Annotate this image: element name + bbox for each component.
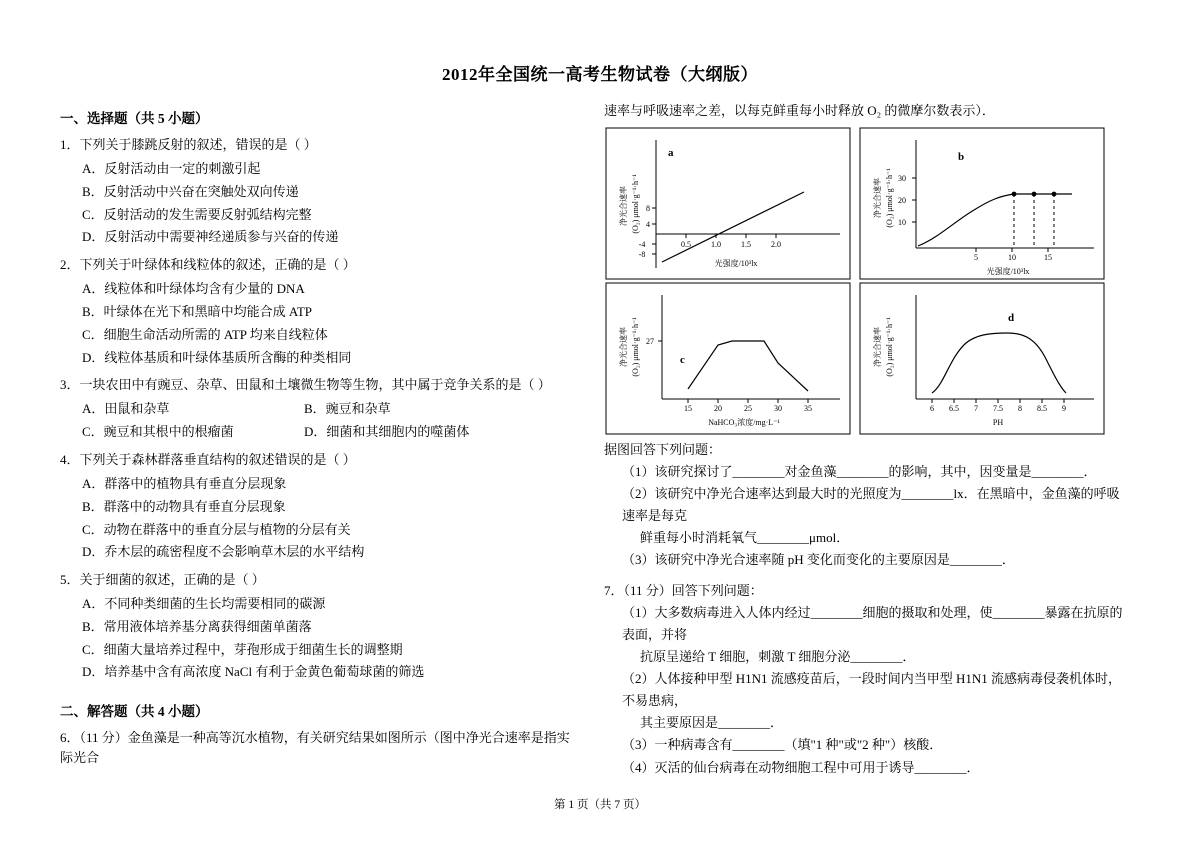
svg-text:7: 7 xyxy=(974,403,978,413)
option-d: D．细菌和其细胞内的噬菌体 xyxy=(304,424,470,440)
question-6-stem-part2: 速率与呼吸速率之差，以每克鲜重每小时释放 O₂ 的微摩尔数表示）． xyxy=(604,103,995,118)
left-column xyxy=(60,97,580,779)
svg-text:10: 10 xyxy=(898,217,906,227)
chart-panel-a xyxy=(604,126,852,281)
option-b: B．群落中的动物具有垂直分层现象 xyxy=(82,498,286,514)
question-4 xyxy=(60,450,580,564)
option-list xyxy=(60,593,580,684)
svg-text:7.5: 7.5 xyxy=(993,403,1003,413)
option-c: C．反射活动的发生需要反射弧结构完整 xyxy=(82,206,312,222)
option-a: A．田鼠和杂草 xyxy=(82,401,170,417)
svg-text:5: 5 xyxy=(974,252,978,262)
svg-text:净光合速率: 净光合速率 xyxy=(873,177,882,218)
question-7-item-1-cont: 抗原呈递给 T 细胞，刺激 T 细胞分泌________． xyxy=(640,649,916,665)
option-d: D．乔木层的疏密程度不会影响草木层的水平结构 xyxy=(82,544,365,560)
option-list xyxy=(60,158,580,249)
svg-text:30: 30 xyxy=(898,173,906,183)
option-c: C．动物在群落中的垂直分层与植物的分层有关 xyxy=(82,521,351,537)
svg-text:-4: -4 xyxy=(638,239,646,249)
option-a: A．反射活动由一定的刺激引起 xyxy=(82,161,261,177)
svg-text:15: 15 xyxy=(1044,252,1052,262)
two-column-layout xyxy=(60,97,1140,779)
question-1 xyxy=(60,135,580,249)
question-7-item-3: （3）一种病毒含有________（填"1 种"或"2 种"）核酸． xyxy=(622,737,943,753)
question-stem: 2．下列关于叶绿体和线粒体的叙述，正确的是（ ） xyxy=(60,257,356,273)
svg-text:2.0: 2.0 xyxy=(771,239,781,249)
svg-text:8: 8 xyxy=(646,203,650,213)
option-d: D．反射活动中需要神经递质参与兴奋的传递 xyxy=(82,229,339,245)
svg-text:c: c xyxy=(680,353,685,366)
option-d: D．培养基中含有高浓度 NaCl 有利于金黄色葡萄球菌的筛选 xyxy=(82,664,425,680)
option-b: B．叶绿体在光下和黑暗中均能合成 ATP xyxy=(82,304,313,320)
figure-group xyxy=(604,126,1124,436)
svg-text:20: 20 xyxy=(898,195,906,205)
option-row xyxy=(60,421,580,444)
svg-text:1.5: 1.5 xyxy=(741,239,751,249)
page-title: 2012年全国统一高考生物试卷（大纲版） xyxy=(442,65,758,84)
chart-panel-b xyxy=(858,126,1106,281)
question-6-prompt: 据图回答下列问题： xyxy=(604,441,722,457)
question-6-item-1: （1）该研究探讨了________对金鱼藻________的影响，其中，因变量是________． xyxy=(622,463,1097,479)
svg-text:PH: PH xyxy=(992,417,1004,427)
svg-text:25: 25 xyxy=(744,403,752,413)
option-list xyxy=(60,473,580,564)
svg-text:d: d xyxy=(1008,311,1015,324)
svg-text:净光合速率: 净光合速率 xyxy=(619,326,628,367)
svg-text:(O₂) μmol·g⁻¹·h⁻¹: (O₂) μmol·g⁻¹·h⁻¹ xyxy=(885,317,894,377)
question-6-stem-part1: 6．（11 分）金鱼藻是一种高等沉水植物，有关研究结果如图所示（图中净光合速率是指实际光合 xyxy=(60,730,570,766)
svg-text:30: 30 xyxy=(774,403,782,413)
question-2 xyxy=(60,255,580,369)
figure-row-bottom xyxy=(604,281,1124,436)
svg-text:光强度/10³lx: 光强度/10³lx xyxy=(986,266,1030,276)
svg-text:-8: -8 xyxy=(638,249,646,259)
answer-section-heading: 二、解答题（共 4 小题） xyxy=(60,704,209,720)
question-7-item-4: （4）灭活的仙台病毒在动物细胞工程中可用于诱导________． xyxy=(622,759,980,775)
question-stem: 4．下列关于森林群落垂直结构的叙述错误的是（ ） xyxy=(60,451,356,467)
option-c: C．细胞生命活动所需的 ATP 均来自线粒体 xyxy=(82,326,328,342)
svg-text:6.5: 6.5 xyxy=(949,403,959,413)
svg-text:NaHCO₃浓度/mg·L⁻¹: NaHCO₃浓度/mg·L⁻¹ xyxy=(708,417,780,427)
chart-panel-d xyxy=(858,281,1106,436)
option-b: B．反射活动中兴奋在突触处双向传递 xyxy=(82,183,299,199)
question-stem: 1．下列关于膝跳反射的叙述，错误的是（ ） xyxy=(60,137,317,152)
svg-text:(O₂) μmol·g⁻¹·h⁻¹: (O₂) μmol·g⁻¹·h⁻¹ xyxy=(631,174,640,234)
option-b: B．豌豆和杂草 xyxy=(304,401,391,417)
figure-row-top xyxy=(604,126,1124,281)
option-row xyxy=(60,398,580,421)
svg-text:10: 10 xyxy=(1008,252,1016,262)
question-7-item-2: （2）人体接种甲型 H1N1 流感疫苗后，一段时间内当甲型 H1N1 流感病毒侵袭机体时，不易患病， xyxy=(622,671,1122,709)
svg-text:b: b xyxy=(958,150,965,163)
question-5 xyxy=(60,570,580,684)
svg-text:8.5: 8.5 xyxy=(1037,403,1047,413)
svg-text:净光合速率: 净光合速率 xyxy=(873,326,882,367)
svg-text:a: a xyxy=(668,146,674,159)
option-a: A．线粒体和叶绿体均含有少量的 DNA xyxy=(82,281,305,297)
svg-text:27: 27 xyxy=(646,336,654,346)
question-7-item-2-cont: 其主要原因是________． xyxy=(640,715,784,731)
svg-text:35: 35 xyxy=(804,403,812,413)
svg-text:净光合速率: 净光合速率 xyxy=(619,185,628,226)
question-3 xyxy=(60,375,580,444)
option-d: D．线粒体基质和叶绿体基质所含酶的种类相同 xyxy=(82,349,352,365)
option-b: B．常用液体培养基分离获得细菌单菌落 xyxy=(82,618,312,634)
option-list xyxy=(60,278,580,369)
option-c: C．细菌大量培养过程中，芽孢形成于细菌生长的调整期 xyxy=(82,641,403,657)
svg-text:光强度/10³lx: 光强度/10³lx xyxy=(714,258,758,268)
choice-section-heading: 一、选择题（共 5 小题） xyxy=(60,111,209,126)
svg-text:4: 4 xyxy=(646,219,650,229)
question-6-item-3: （3）该研究中净光合速率随 pH 变化而变化的主要原因是________． xyxy=(622,551,1015,567)
option-list xyxy=(60,398,580,444)
svg-text:20: 20 xyxy=(714,403,722,413)
svg-text:9: 9 xyxy=(1062,403,1066,413)
svg-text:8: 8 xyxy=(1018,403,1022,413)
svg-text:1.0: 1.0 xyxy=(711,239,721,249)
option-a: A．不同种类细菌的生长均需要相同的碳源 xyxy=(82,596,326,612)
chart-panel-c xyxy=(604,281,852,436)
right-column xyxy=(604,97,1124,779)
option-c: C．豌豆和其根中的根瘤菌 xyxy=(82,424,234,440)
svg-text:0.5: 0.5 xyxy=(681,239,691,249)
svg-text:(O₂) μmol·g⁻¹·h⁻¹: (O₂) μmol·g⁻¹·h⁻¹ xyxy=(885,168,894,228)
svg-text:(O₂) μmol·g⁻¹·h⁻¹: (O₂) μmol·g⁻¹·h⁻¹ xyxy=(631,317,640,377)
svg-text:6: 6 xyxy=(930,403,934,413)
question-7-stem: 7．（11 分）回答下列问题： xyxy=(604,583,763,599)
question-stem: 3．一块农田中有豌豆、杂草、田鼠和土壤微生物等生物，其中属于竞争关系的是（ ） xyxy=(60,377,551,393)
question-6-item-2-cont: 鲜重每小时消耗氧气________μmol． xyxy=(640,529,850,545)
question-6-item-2: （2）该研究中净光合速率达到最大时的光照度为________lx．在黑暗中，金鱼藻的呼吸速率是每克 xyxy=(622,485,1120,523)
page-footer: 第 1 页（共 7 页） xyxy=(554,799,646,811)
svg-text:15: 15 xyxy=(684,403,692,413)
question-7-item-1: （1）大多数病毒进入人体内经过________细胞的摄取和处理，使________暴露在抗原的表面，并将 xyxy=(622,604,1123,642)
option-a: A．群落中的植物具有垂直分层现象 xyxy=(82,476,287,492)
question-stem: 5．关于细菌的叙述，正确的是（ ） xyxy=(60,572,265,588)
